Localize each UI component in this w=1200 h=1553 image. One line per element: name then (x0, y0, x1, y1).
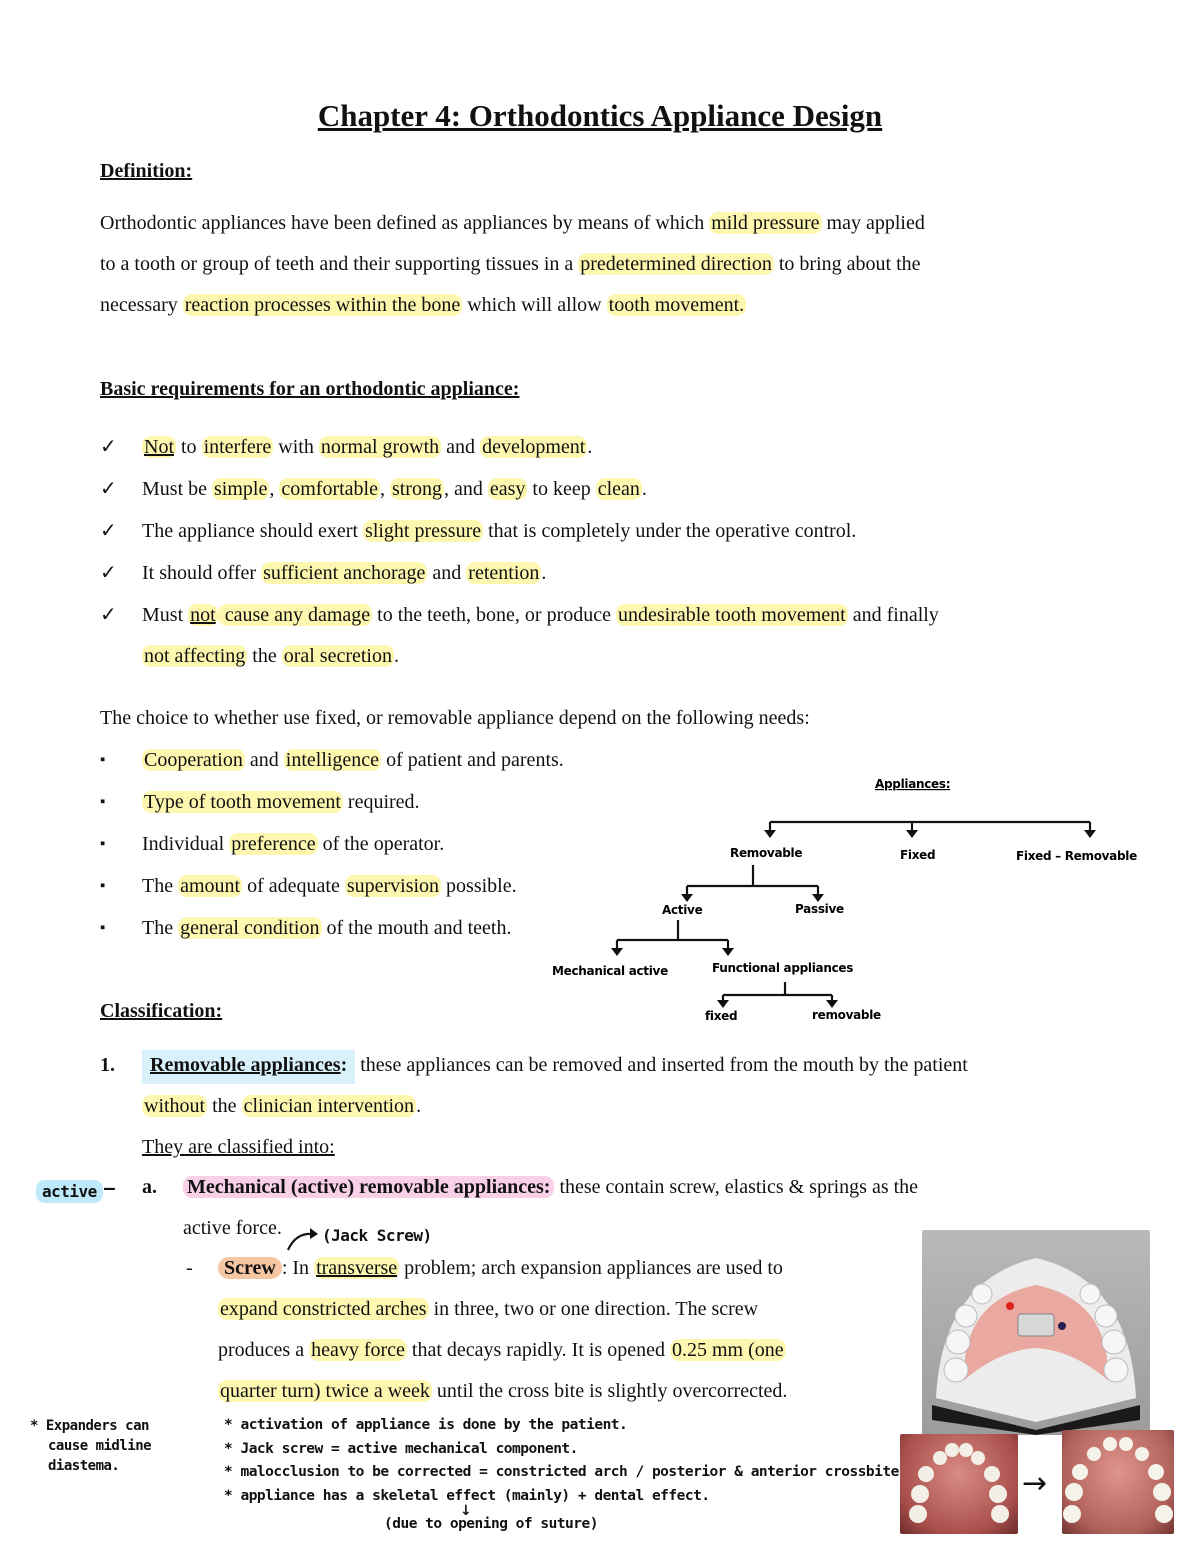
handnote-expanders: * Expanders can cause midline diastema. (30, 1418, 152, 1474)
handnote-jack-screw: (Jack Screw) (322, 1226, 432, 1245)
list-number: 1. (100, 1054, 115, 1076)
handnote-dash: – (104, 1178, 115, 1199)
handnote-line: * appliance has a skeletal effect (mainly) + dental effect. (224, 1487, 710, 1504)
tree-removable: Removable (730, 846, 803, 860)
upper-arch-after-illustration (1062, 1430, 1174, 1534)
tree-functional-removable: removable (812, 1008, 881, 1022)
mechanical-appliances-text: Mechanical (active) removable appliances: these contain screw, elastics & springs as the active force. (183, 1176, 919, 1239)
expansion-appliance-photo (922, 1230, 1150, 1435)
bullet-icon: ▪ (100, 878, 106, 894)
tree-passive: Passive (795, 902, 844, 916)
requirement-item: Not to interfere with normal growth and development . (144, 436, 593, 458)
requirement-item: It should offer sufficient anchorage and retention . (142, 562, 547, 584)
handnote-suture: (due to opening of suture) (384, 1516, 598, 1532)
after-expansion-photo (1062, 1430, 1174, 1534)
tree-mechanical: Mechanical active (552, 964, 668, 978)
down-arrow-icon: ↓ (460, 1503, 472, 1519)
tree-fixed: Fixed (900, 848, 936, 862)
requirements-heading: Basic requirements for an orthodontic appliance: (100, 378, 520, 400)
bullet-icon: ▪ (100, 920, 106, 936)
requirement-item: Must not cause any damage to the teeth, bone, or produce undesirable tooth movement and finally not affecting the oral secretion . (142, 604, 939, 667)
requirement-item: The appliance should exert slight pressure that is completely under the operative control. (142, 520, 857, 542)
sublist-label: a. (142, 1176, 157, 1198)
bullet-icon: ▪ (100, 836, 106, 852)
tree-root: Appliances: (875, 777, 951, 791)
definition-text: Orthodontic appliances have been defined as appliances by means of which mild pressure may applied to a tooth or group of teeth and their supporting tissues in a predetermined direction to bring about the necessary reaction processes within the bone which will allow tooth movement. (100, 212, 925, 316)
choice-item: The general condition of the mouth and teeth. (142, 917, 512, 939)
appliance-tree-diagram (540, 770, 1170, 1030)
handnote-active: active (36, 1180, 103, 1203)
bullet-icon: ▪ (100, 794, 106, 810)
classification-heading: Classification: (100, 1000, 223, 1022)
tree-functional-fixed: fixed (705, 1009, 738, 1023)
removable-appliances-text: Removable appliances: these appliances can be removed and inserted from the mouth by the patient without the clinician intervention . They are classified into: (142, 1045, 1142, 1168)
handnotes-block (224, 1414, 900, 1508)
before-expansion-photo (900, 1434, 1018, 1534)
choice-item: Individual preference of the operator. (142, 833, 445, 855)
tree-active: Active (662, 903, 703, 917)
screw-text: Screw : In transverse problem; arch expansion appliances are used to expand constricted arches in three, two or one direction. The screw produces a heavy force that decays rapidly. It is opened 0.25 mm (one quarter turn) twice a week until the cross bite is slightly overcorrected. (218, 1257, 788, 1402)
choice-intro: The choice to whether use fixed, or removable appliance depend on the following needs: (100, 707, 810, 729)
choice-item: Type of tooth movement required. (144, 791, 420, 813)
arrow-right-icon: → (1022, 1466, 1048, 1501)
check-icon: ✓ (100, 478, 117, 500)
requirement-item: Must be simple , comfortable , strong , and easy to keep clean . (142, 478, 647, 500)
dental-cast-illustration (922, 1230, 1150, 1435)
tree-functional: Functional appliances (712, 961, 854, 975)
check-icon: ✓ (100, 604, 117, 626)
handnote-line: * malocclusion to be corrected = constricted arch / posterior & anterior crossbite (224, 1464, 899, 1480)
tree-fixed-removable: Fixed – Removable (1016, 849, 1137, 863)
choice-item: The amount of adequate supervision possible. (142, 875, 517, 897)
choice-item: Cooperation and intelligence of patient and parents. (144, 749, 564, 771)
dash-marker: - (186, 1257, 193, 1279)
check-icon: ✓ (100, 562, 117, 584)
handnote-line: * Jack screw = active mechanical component. (224, 1440, 578, 1457)
upper-arch-before-illustration (900, 1434, 1018, 1534)
page-title: Chapter 4: Orthodontics Appliance Design (317, 98, 883, 133)
check-icon: ✓ (100, 520, 117, 542)
definition-heading: Definition: (100, 160, 193, 182)
check-icon: ✓ (100, 436, 117, 458)
bullet-icon: ▪ (100, 752, 106, 768)
handnote-line: * activation of appliance is done by the patient. (224, 1417, 628, 1433)
